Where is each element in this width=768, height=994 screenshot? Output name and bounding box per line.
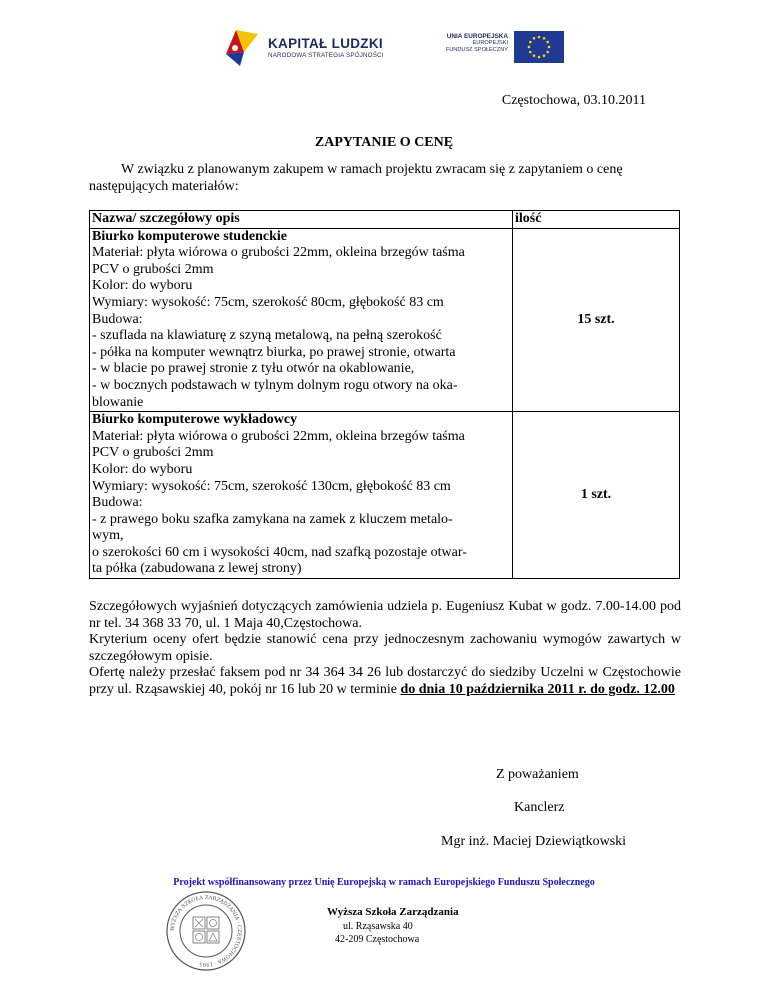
item-line: - z prawego boku szafka zamykana na zamek z kluczem metalo- [92,511,453,527]
item-line: o szerokości 60 cm i wysokości 40cm, nad szafką pozostaje otwar- [92,544,467,560]
eu-logo-text [446,33,508,54]
item-line: - szuflada na klawiaturę z szyną metalową, na pełną szerokość [92,328,442,344]
school-name: Wyższa Szkoła Zarządzania [327,906,459,918]
contact-paragraph: Szczegółowych wyjaśnień dotyczących zamówienia udziela p. Eugeniusz Kubat w godz. 7.00-14.00 pod nr tel. 34 368 33 70, ul. 1 Maja 40,Częstochowa. [89,599,681,631]
item-line: Kolor: do wyboru [92,461,193,477]
item-line: Kolor: do wyboru [92,278,193,294]
item-line: Materiał: płyta wiórowa o grubości 22mm, okleina brzegów taśma [92,245,465,261]
item-description [90,228,513,412]
item-name: Biurko komputerowe studenckie [92,228,287,244]
submission-text: Ofertę należy przesłać faksem pod nr 34 364 34 26 lub dostarczyć do siedziby Uczelni w Częstochowie przy ul. Rząsawskiej 40, pokój nr 16 lub 20 w terminie [89,665,681,697]
closing-greeting: Z poważaniem [496,767,579,782]
item-quantity: 1 szt. [513,412,680,579]
eu-logo [432,30,566,62]
university-seal-icon [165,890,247,972]
item-line: - półka na komputer wewnątrz biurka, po prawej stronie, otwarta [92,344,456,360]
item-line: - w bocznych podstawach w tylnym dolnym rogu otwory na oka- [92,377,458,393]
item-line: Materiał: płyta wiórowa o grubości 22mm, okleina brzegów taśma [92,428,465,444]
eu-logo-line2: EUROPEJSKI [472,40,508,46]
kapital-ludzki-title: KAPITAŁ LUDZKI [268,36,383,51]
signer-role: Kanclerz [514,800,565,815]
item-line: PCV o grubości 2mm [92,261,214,277]
eu-logo-line3: FUNDUSZ SPOŁECZNY [445,47,508,53]
item-line: Budowa: [92,311,143,327]
table-row [90,412,680,579]
item-line: ta półka (zabudowana z lewej strony) [92,561,302,577]
item-line: blowanie [92,394,144,410]
document-date: Częstochowa, 03.10.2011 [501,93,646,108]
item-description [90,412,513,579]
table-header-row [90,211,680,229]
kapital-ludzki-subtitle: NARODOWA STRATEGIA SPÓJNOŚCI [268,52,384,59]
kapital-ludzki-logo [220,24,395,68]
svg-text:WYŻSZA SZKOŁA ZARZĄDZANIA · CZ: WYŻSZA SZKOŁA ZARZĄDZANIA · CZĘSTOCHOWA · 1995 [169,894,243,968]
submission-paragraph [89,665,681,698]
item-line: wym, [92,528,124,544]
header-qty: ilość [513,211,680,229]
school-street: ul. Rząsawska 40 [343,921,413,932]
item-line: Wymiary: wysokość: 75cm, szerokość 130cm, głębokość 83 cm [92,478,451,494]
table-row [90,228,680,412]
item-name: Biurko komputerowe wykładowcy [92,412,298,428]
kapital-ludzki-star-icon [220,24,264,68]
intro-paragraph: W związku z planowanym zakupem w ramach projektu zwracam się z zapytaniem o cenę następujących materiałów: [89,162,623,194]
item-line: Wymiary: wysokość: 75cm, szerokość 80cm, głębokość 83 cm [92,294,444,310]
item-line: Budowa: [92,495,143,511]
items-table [89,210,680,579]
signer-name: Mgr inż. Maciej Dziewiątkowski [441,834,627,849]
footer-cofinancing-note: Projekt współfinansowany przez Unię Europejską w ramach Europejskiego Funduszu Społecznego [173,877,595,888]
info-section [89,599,681,699]
header-desc: Nazwa/ szczegółowy opis [90,211,513,229]
item-line: PCV o grubości 2mm [92,445,214,461]
item-quantity: 15 szt. [513,228,680,412]
eu-logo-line1: UNIA EUROPEJSKA [446,33,508,40]
item-line: - w blacie po prawej stronie z tyłu otwór na okablowanie, [92,361,415,377]
deadline-text: do dnia 10 października 2011 r. do godz. 12.00 [400,681,675,697]
eu-flag-icon [514,31,564,63]
criteria-paragraph: Kryterium oceny ofert będzie stanowić cena przy jednoczesnym zachowaniu wymogów zawartych w szczegółowym opisie. [89,632,681,664]
school-city: 42-209 Częstochowa [335,934,420,945]
document-title: ZAPYTANIE O CENĘ [314,135,454,150]
